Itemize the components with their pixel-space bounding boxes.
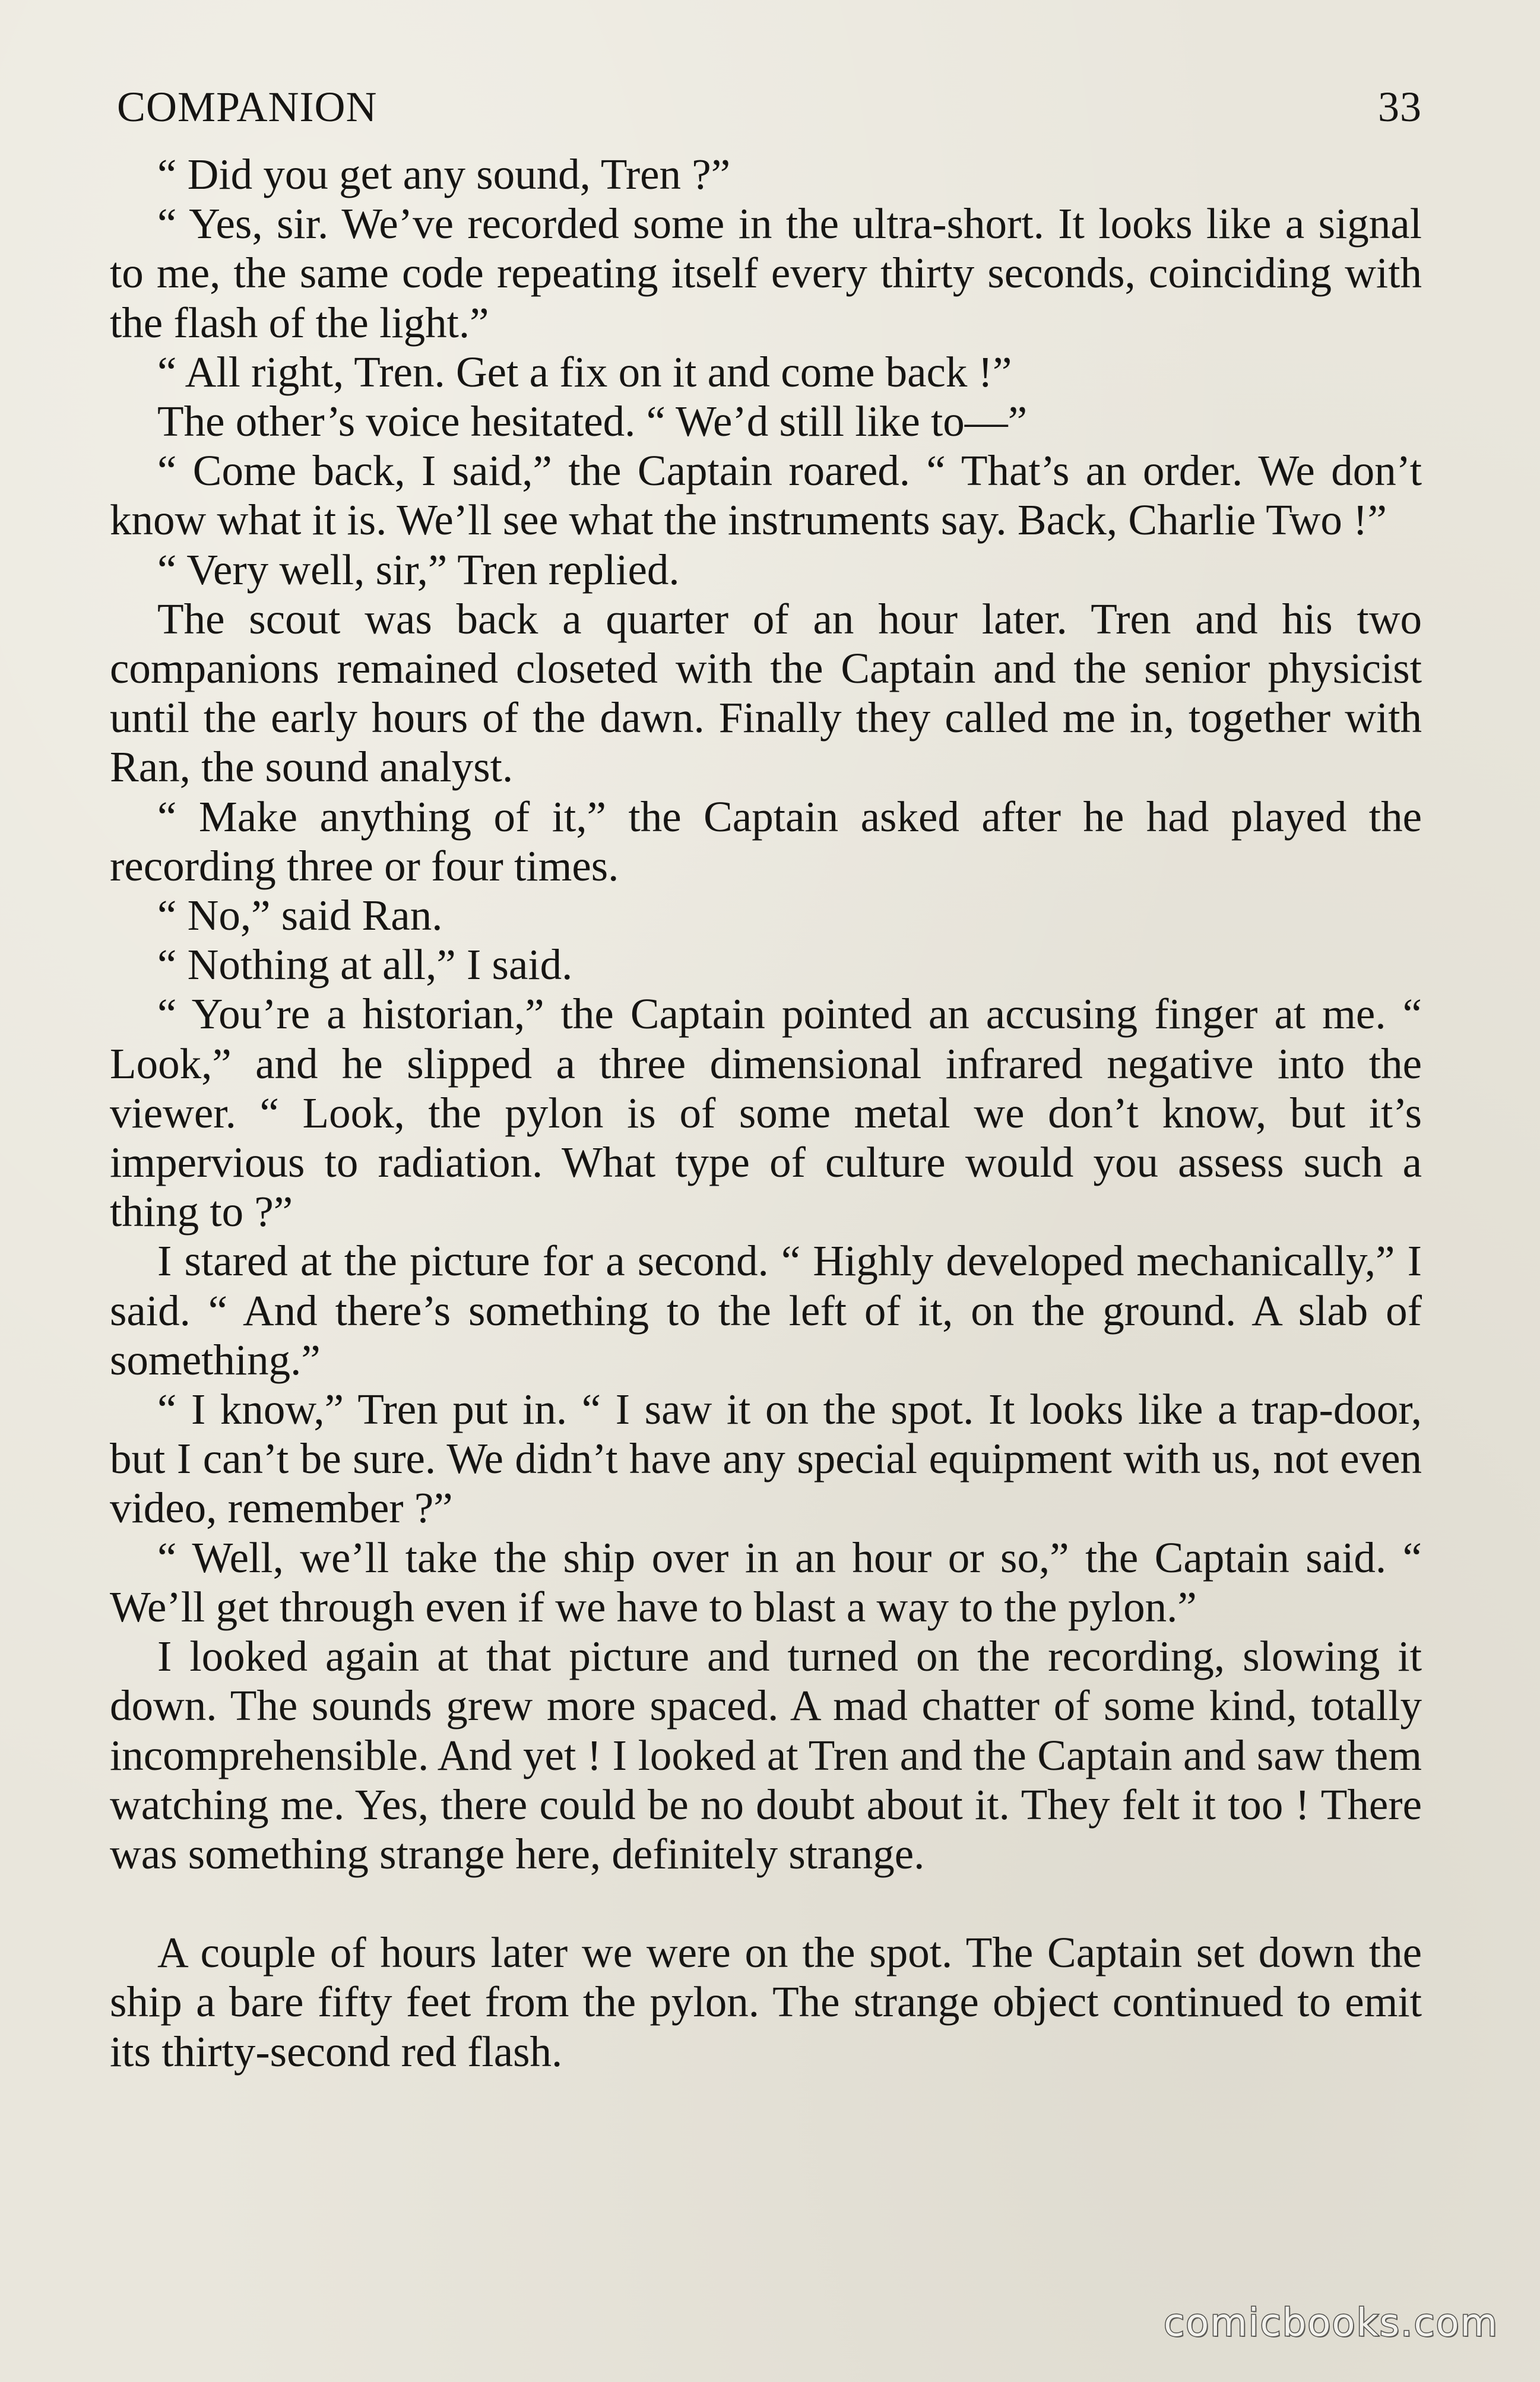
paragraph: “ Make anything of it,” the Captain asked after he had played the recording three or four times. — [110, 792, 1422, 890]
paragraph: “ Yes, sir. We’ve recorded some in the ultra-short. It looks like a signal to me, the same code repeating itself every thirty seconds, coinciding with the flash of the light.” — [110, 199, 1422, 347]
body-text — [110, 150, 1422, 2076]
paragraph: “ No,” said Ran. — [157, 891, 443, 940]
paragraph: I stared at the picture for a second. “ Highly developed mechanically,” I said. “ And there’s something to the left of it, on the ground. A slab of something.” — [110, 1237, 1422, 1384]
paragraph: I looked again at that picture and turned on the recording, slowing it down. The sounds grew more spaced. A mad chatter of some kind, totally incomprehensible. And yet ! I looked at Tren and the Captain and saw them watching me. Yes, there could be no doubt about it. They felt it too ! There was something strange here, definitely strange. — [110, 1632, 1422, 1878]
running-head — [110, 77, 1422, 137]
paragraph: “ Well, we’ll take the ship over in an hour or so,” the Captain said. “ We’ll get through even if we have to blast a way to the pylon.” — [110, 1533, 1422, 1631]
book-page — [110, 77, 1422, 2310]
paragraph: “ Come back, I said,” the Captain roared. “ That’s an order. We don’t know what it is. We’ll see what the instruments say. Back, Charlie Two !” — [110, 446, 1422, 544]
paragraph: “ Nothing at all,” I said. — [157, 940, 573, 989]
paragraph: “ Very well, sir,” Tren replied. — [157, 545, 680, 594]
paragraph-after-break: A couple of hours later we were on the spot. The Captain set down the ship a bare fifty feet from the pylon. The strange object continued to emit its thirty-second red flash. — [110, 1928, 1422, 2076]
paragraph: “ Did you get any sound, Tren ?” — [157, 150, 731, 198]
paragraph: “ I know,” Tren put in. “ I saw it on the spot. It looks like a trap-door, but I can’t be sure. We didn’t have any special equipment with us, not even video, remember ?” — [110, 1385, 1422, 1532]
paragraph: “ All right, Tren. Get a fix on it and come back !” — [157, 347, 1012, 396]
paragraph: The other’s voice hesitated. “ We’d still like to—” — [157, 397, 1028, 446]
running-head-title: COMPANION — [117, 83, 378, 131]
paragraph: “ You’re a historian,” the Captain pointed an accusing finger at me. “ Look,” and he slipped a three dimensional infrared negative into the viewer. “ Look, the pylon is of some metal we don’t know, but it’s impervious to radiation. What type of culture would you assess such a thing to ?” — [110, 990, 1422, 1236]
page-number: 33 — [1378, 83, 1422, 131]
paragraph: The scout was back a quarter of an hour later. Tren and his two companions remained closeted with the Captain and the senior physicist until the early hours of the dawn. Finally they called me in, together with Ran, the sound analyst. — [110, 594, 1422, 791]
site-watermark: comicbooks.com — [1163, 2301, 1498, 2345]
